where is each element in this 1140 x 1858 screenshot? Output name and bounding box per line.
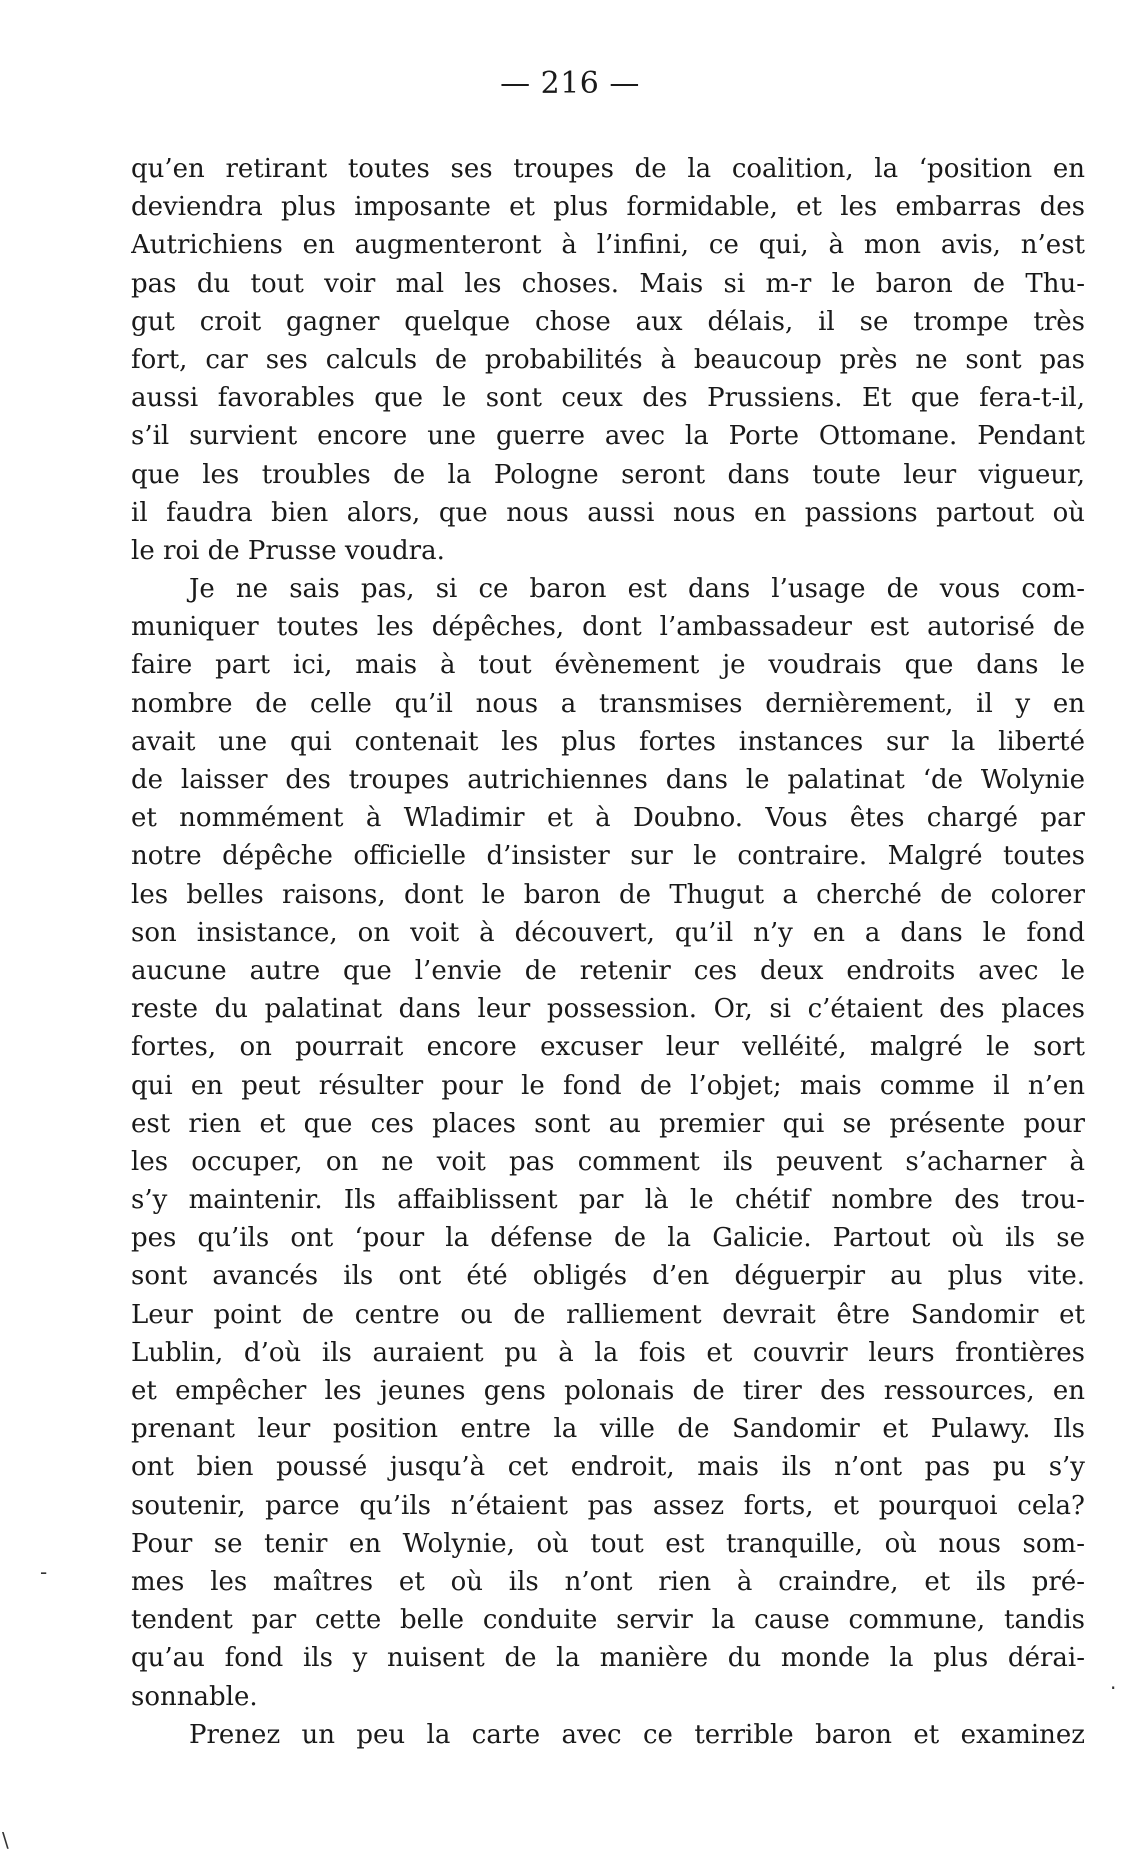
- text-line: s’y maintenir. Ils affaiblissent par là le chétif nombre des trou-: [131, 1185, 1085, 1216]
- text-line: Autrichiens en augmenteront à l’infini, ce qui, à mon avis, n’est: [131, 230, 1085, 261]
- text-line: Prenez un peu la carte avec ce terrible baron et examinez: [189, 1719, 1085, 1750]
- scan-artifact-corner: \: [2, 1828, 9, 1852]
- text-line: ont bien poussé jusqu’à cet endroit, mais ils n’ont pas pu s’y: [131, 1452, 1085, 1483]
- text-line: gut croit gagner quelque chose aux délais, il se trompe très: [131, 306, 1085, 337]
- text-line: Lublin, d’où ils auraient pu à la fois et couvrir leurs frontières: [131, 1337, 1085, 1368]
- text-line: soutenir, parce qu’ils n’étaient pas assez forts, et pourquoi cela?: [131, 1490, 1085, 1521]
- text-line: les belles raisons, dont le baron de Thugut a cherché de colorer: [131, 879, 1085, 910]
- scan-artifact-dot: .: [1110, 1670, 1117, 1694]
- text-line: nombre de celle qu’il nous a transmises dernièrement, il y en: [131, 688, 1085, 719]
- text-line: Leur point de centre ou de ralliement devrait être Sandomir et: [131, 1299, 1085, 1330]
- text-line: est rien et que ces places sont au premier qui se présente pour: [131, 1108, 1085, 1139]
- text-line: il faudra bien alors, que nous aussi nous en passions partout où: [131, 497, 1085, 528]
- page-number: — 216 —: [500, 66, 640, 101]
- text-line: prenant leur position entre la ville de Sandomir et Pulawy. Ils: [131, 1414, 1085, 1445]
- text-line: le roi de Prusse voudra.: [131, 535, 445, 566]
- text-line: pas du tout voir mal les choses. Mais si m-r le baron de Thu-: [131, 268, 1085, 299]
- text-line: qui en peut résulter pour le fond de l’objet; mais comme il n’en: [131, 1070, 1085, 1101]
- text-line: Je ne sais pas, si ce baron est dans l’usage de vous com-: [189, 574, 1085, 605]
- text-line: Pour se tenir en Wolynie, où tout est tranquille, où nous som-: [131, 1528, 1085, 1559]
- text-line: de laisser des troupes autrichiennes dans le palatinat ‘de Wolynie: [131, 765, 1085, 795]
- text-line: deviendra plus imposante et plus formidable, et les embarras des: [131, 192, 1085, 223]
- text-line: sonnable.: [131, 1681, 258, 1712]
- text-line: notre dépêche officielle d’insister sur le contraire. Malgré toutes: [131, 841, 1085, 872]
- text-line: qu’en retirant toutes ses troupes de la coalition, la ‘position en: [131, 154, 1085, 184]
- text-line: s’il survient encore une guerre avec la Porte Ottomane. Pendant: [131, 421, 1085, 452]
- text-line: avait une qui contenait les plus fortes instances sur la liberté: [131, 726, 1085, 757]
- text-line: et nommément à Wladimir et à Doubno. Vous êtes chargé par: [131, 803, 1085, 834]
- text-line: tendent par cette belle conduite servir la cause commune, tandis: [131, 1605, 1085, 1636]
- text-line: son insistance, on voit à découvert, qu’il n’y en a dans le fond: [131, 917, 1085, 948]
- text-line: les occuper, on ne voit pas comment ils peuvent s’acharner à: [131, 1146, 1085, 1177]
- text-line: faire part ici, mais à tout évènement je voudrais que dans le: [131, 650, 1085, 681]
- text-line: qu’au fond ils y nuisent de la manière du monde la plus dérai-: [131, 1643, 1085, 1674]
- text-line: reste du palatinat dans leur possession. Or, si c’étaient des places: [131, 994, 1085, 1025]
- text-line: aucune autre que l’envie de retenir ces deux endroits avec le: [131, 955, 1085, 986]
- text-line: fortes, on pourrait encore excuser leur velléité, malgré le sort: [131, 1032, 1085, 1063]
- text-line: que les troubles de la Pologne seront dans toute leur vigueur,: [131, 459, 1085, 490]
- text-line: fort, car ses calculs de probabilités à beaucoup près ne sont pas: [131, 344, 1085, 375]
- text-line: et empêcher les jeunes gens polonais de tirer des ressources, en: [131, 1376, 1085, 1406]
- text-line: aussi favorables que le sont ceux des Prussiens. Et que fera-t-il,: [131, 383, 1085, 414]
- text-line: pes qu’ils ont ‘pour la défense de la Galicie. Partout où ils se: [131, 1223, 1085, 1254]
- scan-artifact-dash: -: [40, 1560, 48, 1584]
- text-line: muniquer toutes les dépêches, dont l’ambassadeur est autorisé de: [131, 612, 1085, 643]
- text-line: mes les maîtres et où ils n’ont rien à craindre, et ils pré-: [131, 1566, 1085, 1597]
- text-line: sont avancés ils ont été obligés d’en déguerpir au plus vite.: [131, 1261, 1085, 1292]
- body-text: [131, 150, 1085, 1754]
